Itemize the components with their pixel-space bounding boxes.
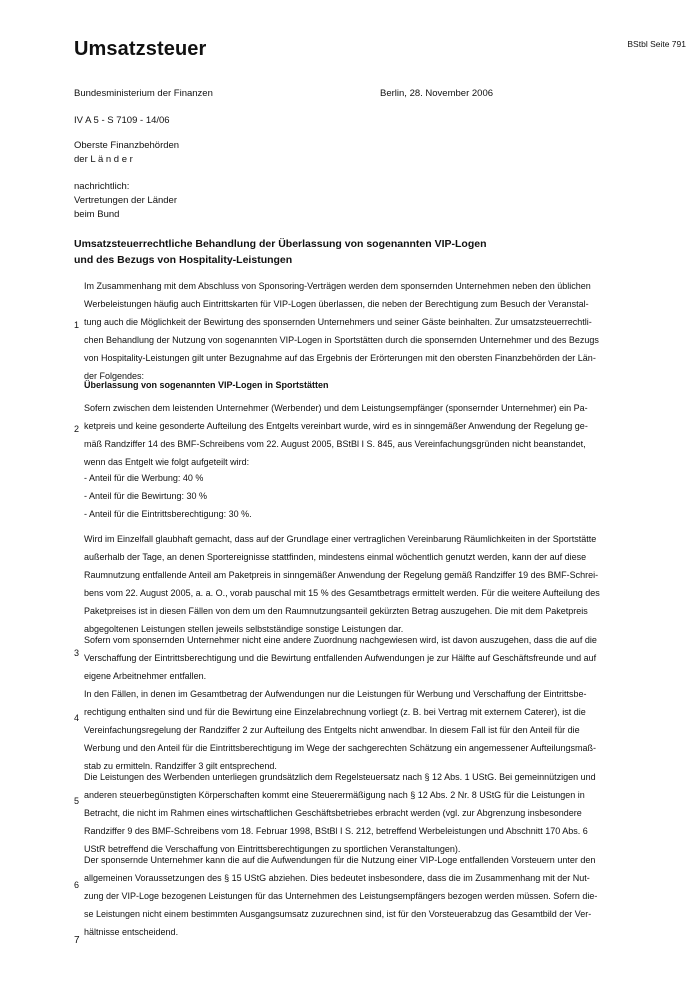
paragraph-2-continued (84, 530, 622, 638)
text-line: chen Behandlung der Nutzung von sogenannten VIP-Logen in Sportstätten durch die sponsernden Unternehmer und des Bezugs (84, 335, 599, 345)
text-line: se Leistungen nicht einem bestimmten Ausgangsumsatz zuzurechnen sind, ist für den Vorsteuerabzug das Gesamtbild der Ver- (84, 909, 592, 919)
text-line: Werbung und den Anteil für die Eintrittsberechtigung im Wege der sachgerechten Schätzung ein angemessener Aufteilungsmaß- (84, 743, 596, 753)
paragraph-4 (84, 685, 622, 775)
cc-line: Vertretungen der Länder (74, 195, 177, 206)
paragraph-number: 3 (74, 648, 80, 658)
cc-line: nachrichtlich: (74, 181, 130, 192)
paragraph-number: 4 (74, 713, 80, 723)
paragraph-number: 5 (74, 796, 80, 806)
text-line: Betracht, die nicht im Rahmen eines wirtschaftlichen Geschäftsbetriebes erbracht werden (vgl. zur Abgrenzung insbesondere (84, 808, 582, 818)
paragraph-1 (84, 277, 622, 385)
text-line: anderen steuerbegünstigten Körperschaften kommt eine Steuerermäßigung nach § 12 Abs. 2 Nr. 8 UStG für die Leistungen in (84, 790, 585, 800)
page-reference: BStbl Seite 791 (627, 39, 686, 49)
paragraph-number: 2 (74, 424, 80, 434)
text-line: bens vom 22. August 2005, a. a. O., vorab pauschal mit 15 % des Gesamtbetrags ermittelt werden. Für die weitere Aufteilung des (84, 588, 600, 598)
text-line: Sofern vom sponsernden Unternehmer nicht eine andere Zuordnung nachgewiesen wird, ist davon auszugehen, dass die auf die (84, 635, 597, 645)
paragraph-number: 6 (74, 880, 80, 890)
text-line: ketpreis und keine gesonderte Aufteilung des Entgelts vereinbart wurde, wird es in sinngemäßer Anwendung der Regelung ge- (84, 421, 588, 431)
bullet-list (84, 469, 252, 523)
text-line: wenn das Entgelt wie folgt aufgeteilt wird: (84, 457, 250, 467)
text-line: außerhalb der Tage, an denen Sportereignisse stattfinden, mindestens einmal wöchentlich genutzt werden, kann der auf diese (84, 552, 587, 562)
text-line: der Folgendes: (84, 371, 145, 381)
document-title: Umsatzsteuer (74, 38, 207, 60)
paragraph-3 (84, 631, 622, 685)
text-line: von Hospitality-Leistungen gilt unter Bezugnahme auf das Ergebnis der Erörterungen mit den obersten Finanzbehörden der Län- (84, 353, 596, 363)
paragraph-5 (84, 768, 622, 858)
list-item: - Anteil für die Eintrittsberechtigung: 30 %. (84, 509, 252, 519)
text-line: tung auch die Möglichkeit der Bewirtung des sponsernden Unternehmers und seiner Gäste beinhalten. Zur umsatzsteuerrechtli- (84, 317, 592, 327)
paragraph-6 (84, 851, 622, 941)
text-line: Der sponsernde Unternehmer kann die auf die Aufwendungen für die Nutzung einer VIP-Loge entfallenden Vorsteuern unter den (84, 855, 596, 865)
place-date: Berlin, 28. November 2006 (380, 88, 494, 99)
cc-block (74, 180, 177, 222)
text-line: Sofern zwischen dem leistenden Unternehmer (Werbender) und dem Leistungsempfänger (sponsernder Unternehmer) ein Pa- (84, 403, 588, 413)
text-line: hältnisse entscheidend. (84, 927, 179, 937)
text-line: UStR betreffend die Verschaffung von Eintrittsberechtigungen zu sportlichen Veranstaltungen). (84, 844, 461, 854)
subject-heading (74, 236, 634, 268)
subject-line: und des Bezugs von Hospitality-Leistungen (74, 254, 293, 266)
text-line: zung der VIP-Loge bezogenen Leistungen für das Unternehmen des Leistungsempfängers bezogen werden müssen. Sofern die- (84, 891, 598, 901)
reference-number: IV A 5 - S 7109 - 14/06 (74, 115, 170, 126)
recipient-line: Oberste Finanzbehörden (74, 140, 180, 151)
text-line: In den Fällen, in denen im Gesamtbetrag der Aufwendungen nur die Leistungen für Werbung und Verschaffung der Eintrittsbe- (84, 689, 587, 699)
list-item: - Anteil für die Werbung: 40 % (84, 473, 204, 483)
text-line: allgemeinen Voraussetzungen des § 15 UStG abziehen. Dies bedeutet insbesondere, dass die im Zusammenhang mit der Nut- (84, 873, 590, 883)
text-line: eigene Arbeitnehmer entfallen. (84, 671, 207, 681)
text-line: Paketpreises ist in diesen Fällen von dem um den Raumnutzungsanteil gekürzten Betrag auszugehen. Die mit dem Paketpreis (84, 606, 588, 616)
section-heading: Überlassung von sogenannten VIP-Logen in Sportstätten (84, 380, 329, 390)
recipients (74, 139, 179, 167)
sender: Bundesministerium der Finanzen (74, 88, 213, 99)
paragraph-2 (84, 399, 622, 471)
recipient-line: der L ä n d e r (74, 154, 133, 165)
text-line: Randziffer 9 des BMF-Schreibens vom 18. Februar 1998, BStBl I S. 212, betreffend Werbeleistungen und Abschnitt 170 Abs. 6 (84, 826, 588, 836)
text-line: mäß Randziffer 14 des BMF-Schreibens vom 22. August 2005, BStBl I S. 845, aus Vereinfachungsgründen nicht beanstandet, (84, 439, 586, 449)
text-line: abgegoltenen Leistungen stellen jeweils selbstständige sonstige Leistungen dar. (84, 624, 404, 634)
text-line: Werbeleistungen häufig auch Eintrittskarten für VIP-Logen überlassen, die neben der Berechtigung zum Besuch der Veranstal- (84, 299, 589, 309)
cc-line: beim Bund (74, 209, 120, 220)
text-line: Im Zusammenhang mit dem Abschluss von Sponsoring-Verträgen werden dem sponsernden Unternehmen neben den üblichen (84, 281, 591, 291)
text-line: stab zu ermitteln. Randziffer 3 gilt entsprechend. (84, 761, 277, 771)
subject-line: Umsatzsteuerrechtliche Behandlung der Überlassung von sogenannten VIP-Logen (74, 238, 487, 250)
text-line: rechtigung enthalten sind und für die Bewirtung eine Einzelabrechnung vorliegt (z. B. bei Vertrag mit externem Caterer), ist die (84, 707, 586, 717)
text-line: Verschaffung der Eintrittsberechtigung und die Bewirtung entfallenden Aufwendungen je zur Hälfte auf Geschäftsfreunde und auf (84, 653, 597, 663)
page-number: 7 (74, 935, 80, 946)
text-line: Raumnutzung entfallende Anteil am Paketpreis in sinngemäßer Anwendung der Regelung gemäß Randziffer 19 des BMF-Schrei- (84, 570, 599, 580)
list-item: - Anteil für die Bewirtung: 30 % (84, 491, 208, 501)
text-line: Wird im Einzelfall glaubhaft gemacht, dass auf der Grundlage einer vertraglichen Vereinbarung Räumlichkeiten in der Sportstätte (84, 534, 597, 544)
text-line: Die Leistungen des Werbenden unterliegen grundsätzlich dem Regelsteuersatz nach § 12 Abs. 1 UStG. Bei gemeinnützigen und (84, 772, 596, 782)
paragraph-number: 1 (74, 320, 80, 330)
text-line: Vereinfachungsregelung der Randziffer 2 zur Aufteilung des Entgelts nicht anwendbar. In diesem Fall ist für den Anteil für die (84, 725, 580, 735)
